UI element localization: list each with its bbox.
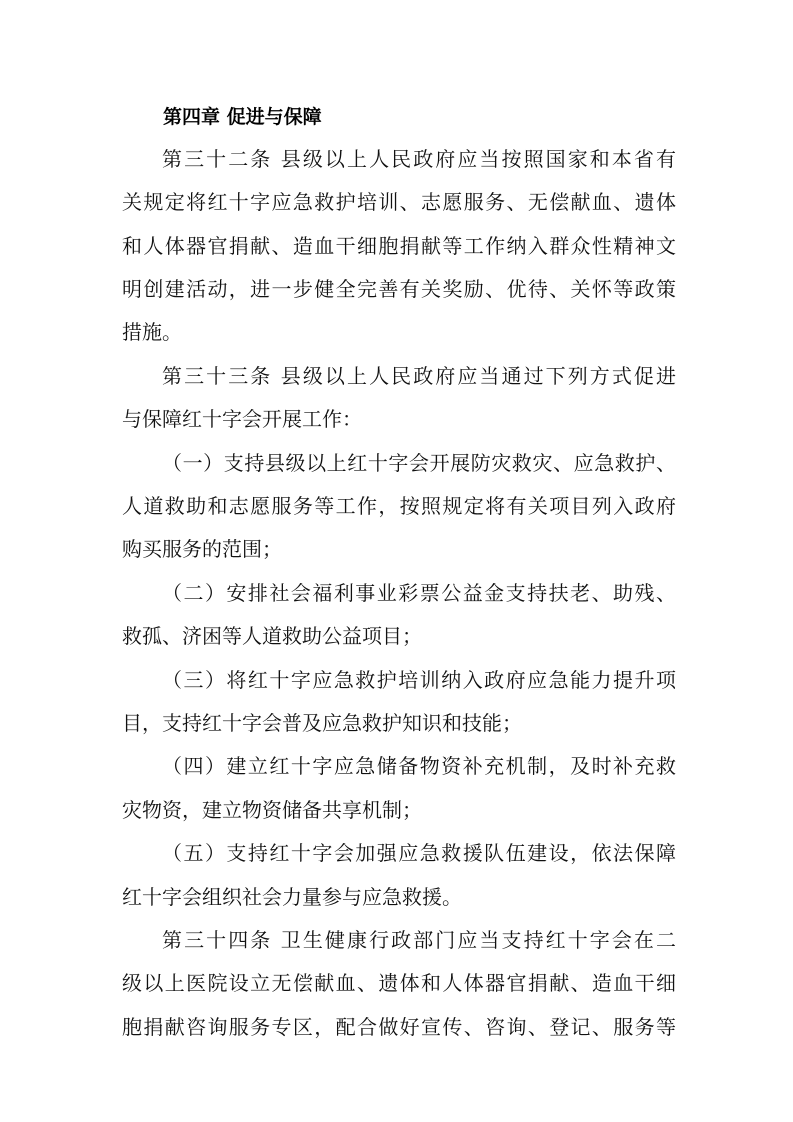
item-line: （四）建立红十字应急储备物资补充机制，及时补充救 bbox=[162, 754, 676, 778]
article-32-line: 和人体器官捐献、造血干细胞捐献等工作纳入群众性精神文 bbox=[122, 234, 676, 258]
item-line: 目，支持红十字会普及应急救护知识和技能； bbox=[122, 711, 522, 735]
item-line: 灾物资，建立物资储备共享机制； bbox=[122, 798, 422, 822]
article-33-line: 第三十三条 县级以上人民政府应当通过下列方式促进 bbox=[162, 364, 676, 388]
item-line: 红十字会组织社会力量参与应急救援。 bbox=[122, 885, 462, 909]
item-line: 救孤、济困等人道救助公益项目； bbox=[122, 624, 422, 648]
item-line: 人道救助和志愿服务等工作，按照规定将有关项目列入政府 bbox=[122, 494, 676, 518]
article-34-line: 级以上医院设立无偿献血、遗体和人体器官捐献、造血干细 bbox=[122, 971, 676, 995]
item-line: 购买服务的范围； bbox=[122, 537, 282, 561]
article-33-line: 与保障红十字会开展工作： bbox=[122, 407, 362, 431]
item-line: （五）支持红十字会加强应急救援队伍建设，依法保障 bbox=[162, 841, 676, 865]
article-32-line: 措施。 bbox=[122, 320, 182, 344]
article-34-line: 胞捐献咨询服务专区，配合做好宣传、咨询、登记、服务等 bbox=[122, 1015, 676, 1039]
item-line: （三）将红十字应急救护培训纳入政府应急能力提升项 bbox=[162, 668, 676, 692]
article-32-line: 明创建活动，进一步健全完善有关奖励、优待、关怀等政策 bbox=[122, 277, 676, 301]
article-32-line: 关规定将红十字应急救护培训、志愿服务、无偿献血、遗体 bbox=[122, 190, 676, 214]
article-34-line: 第三十四条 卫生健康行政部门应当支持红十字会在二 bbox=[162, 928, 676, 952]
item-line: （一）支持县级以上红十字会开展防灾救灾、应急救护、 bbox=[162, 451, 676, 475]
article-32-line: 第三十二条 县级以上人民政府应当按照国家和本省有 bbox=[162, 147, 676, 171]
chapter-heading: 第四章 促进与保障 bbox=[163, 106, 322, 128]
item-line: （二）安排社会福利事业彩票公益金支持扶老、助残、 bbox=[162, 581, 676, 605]
